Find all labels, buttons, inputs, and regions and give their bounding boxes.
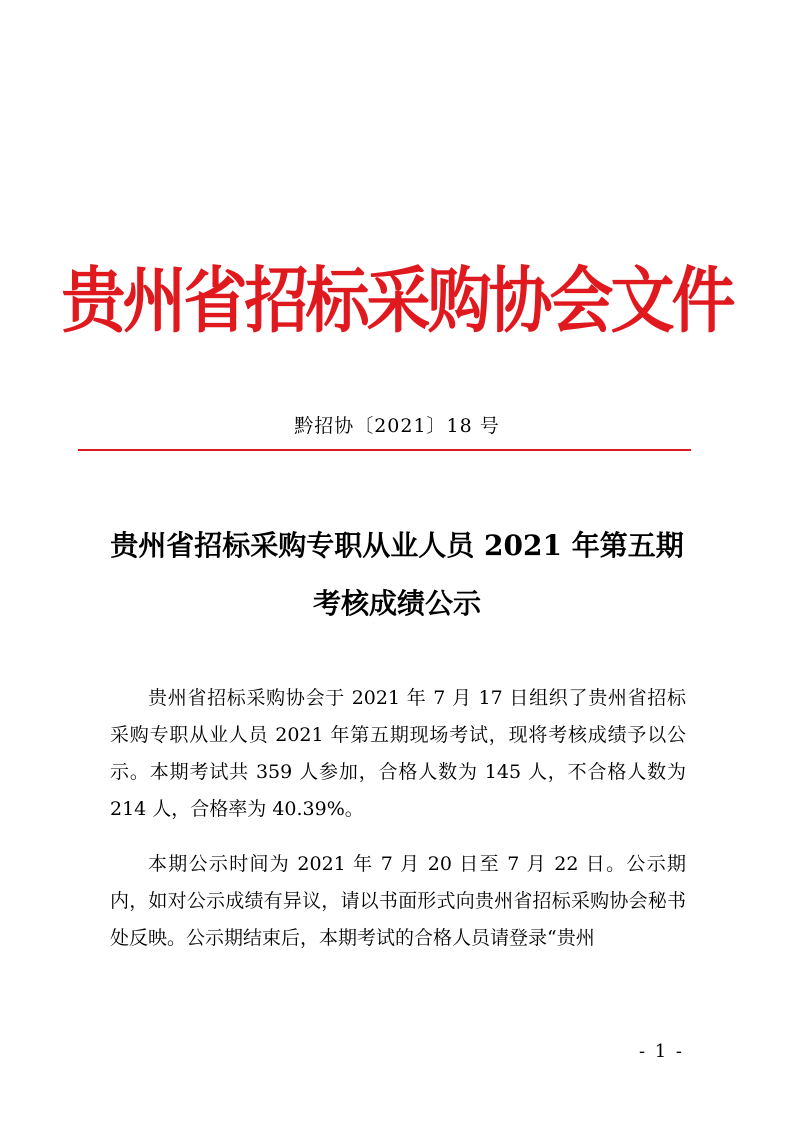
document-masthead: 贵州省招标采购协会文件	[61, 260, 733, 344]
notice-title-line-1: 贵州省招标采购专职从业人员 2021 年第五期	[110, 529, 684, 562]
document-number: 黔招协〔2021〕18 号	[294, 415, 500, 437]
notice-title-line-2: 考核成绩公示	[312, 587, 481, 620]
body-paragraph-2: 本期公示时间为 2021 年 7 月 20 日至 7 月 22 日。公示期内，如对公示成绩有异议，请以书面形式向贵州省招标采购协会秘书处反映。公示期结束后，本期考试的合格人员请登录“贵州	[110, 853, 686, 949]
page-number: - 1 -	[638, 1041, 684, 1062]
red-header-rule	[78, 449, 691, 451]
body-paragraph-1: 贵州省招标采购协会于 2021 年 7 月 17 日组织了贵州省招标采购专职从业人员 2021 年第五期现场考试，现将考核成绩予以公示。本期考试共 359 人参加，合格人数为 145 人，不合格人数为 214 人，合格率为 40.39%。	[110, 687, 686, 820]
